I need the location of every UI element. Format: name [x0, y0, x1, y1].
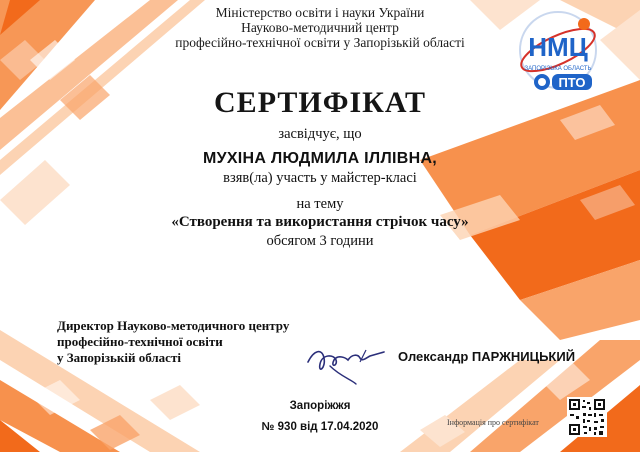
handwritten-signature-icon: [300, 340, 390, 388]
city: Запоріжжя: [289, 400, 351, 412]
qr-code-icon[interactable]: [567, 397, 607, 437]
hours-text: обсягом 3 години: [266, 233, 374, 249]
certificate-number: № 930 від 17.04.2020: [261, 421, 379, 433]
director-position: [57, 318, 289, 366]
region-line: професійно-технічної освіти у Запорізькій області: [175, 35, 465, 50]
director-position-line3: у Запорізькій області: [57, 350, 181, 365]
qr-caption: Інформація про сертифікат: [447, 418, 539, 427]
logo-ring-text: ЗАПОРІЗЬКА ОБЛАСТЬ: [524, 66, 592, 72]
certificate-title: СЕРТИФІКАТ: [214, 86, 426, 119]
nmc-pto-logo-icon: [508, 10, 608, 96]
attests-text: засвідчує, що: [278, 126, 362, 142]
ministry-line: Міністерство освіти і науки України: [215, 5, 425, 20]
logo-top-text: НМЦ: [528, 32, 588, 62]
logo-bottom-text: ПТО: [558, 75, 586, 90]
topic-title: «Створення та використання стрічок часу»: [171, 214, 469, 230]
recipient-name: МУХІНА ЛЮДМИЛА ІЛЛІВНА,: [202, 150, 438, 167]
topic-label: на тему: [296, 196, 344, 212]
director-position-line2: професійно-технічної освіти: [57, 334, 223, 349]
signer-name: Олександр ПАРЖНИЦЬКИЙ: [398, 349, 576, 364]
director-position-line1: Директор Науково-методичного центру: [57, 318, 290, 333]
center-line: Науково-методичний центр: [241, 20, 399, 35]
participation-text: взяв(ла) участь у майстер-класі: [223, 170, 417, 186]
